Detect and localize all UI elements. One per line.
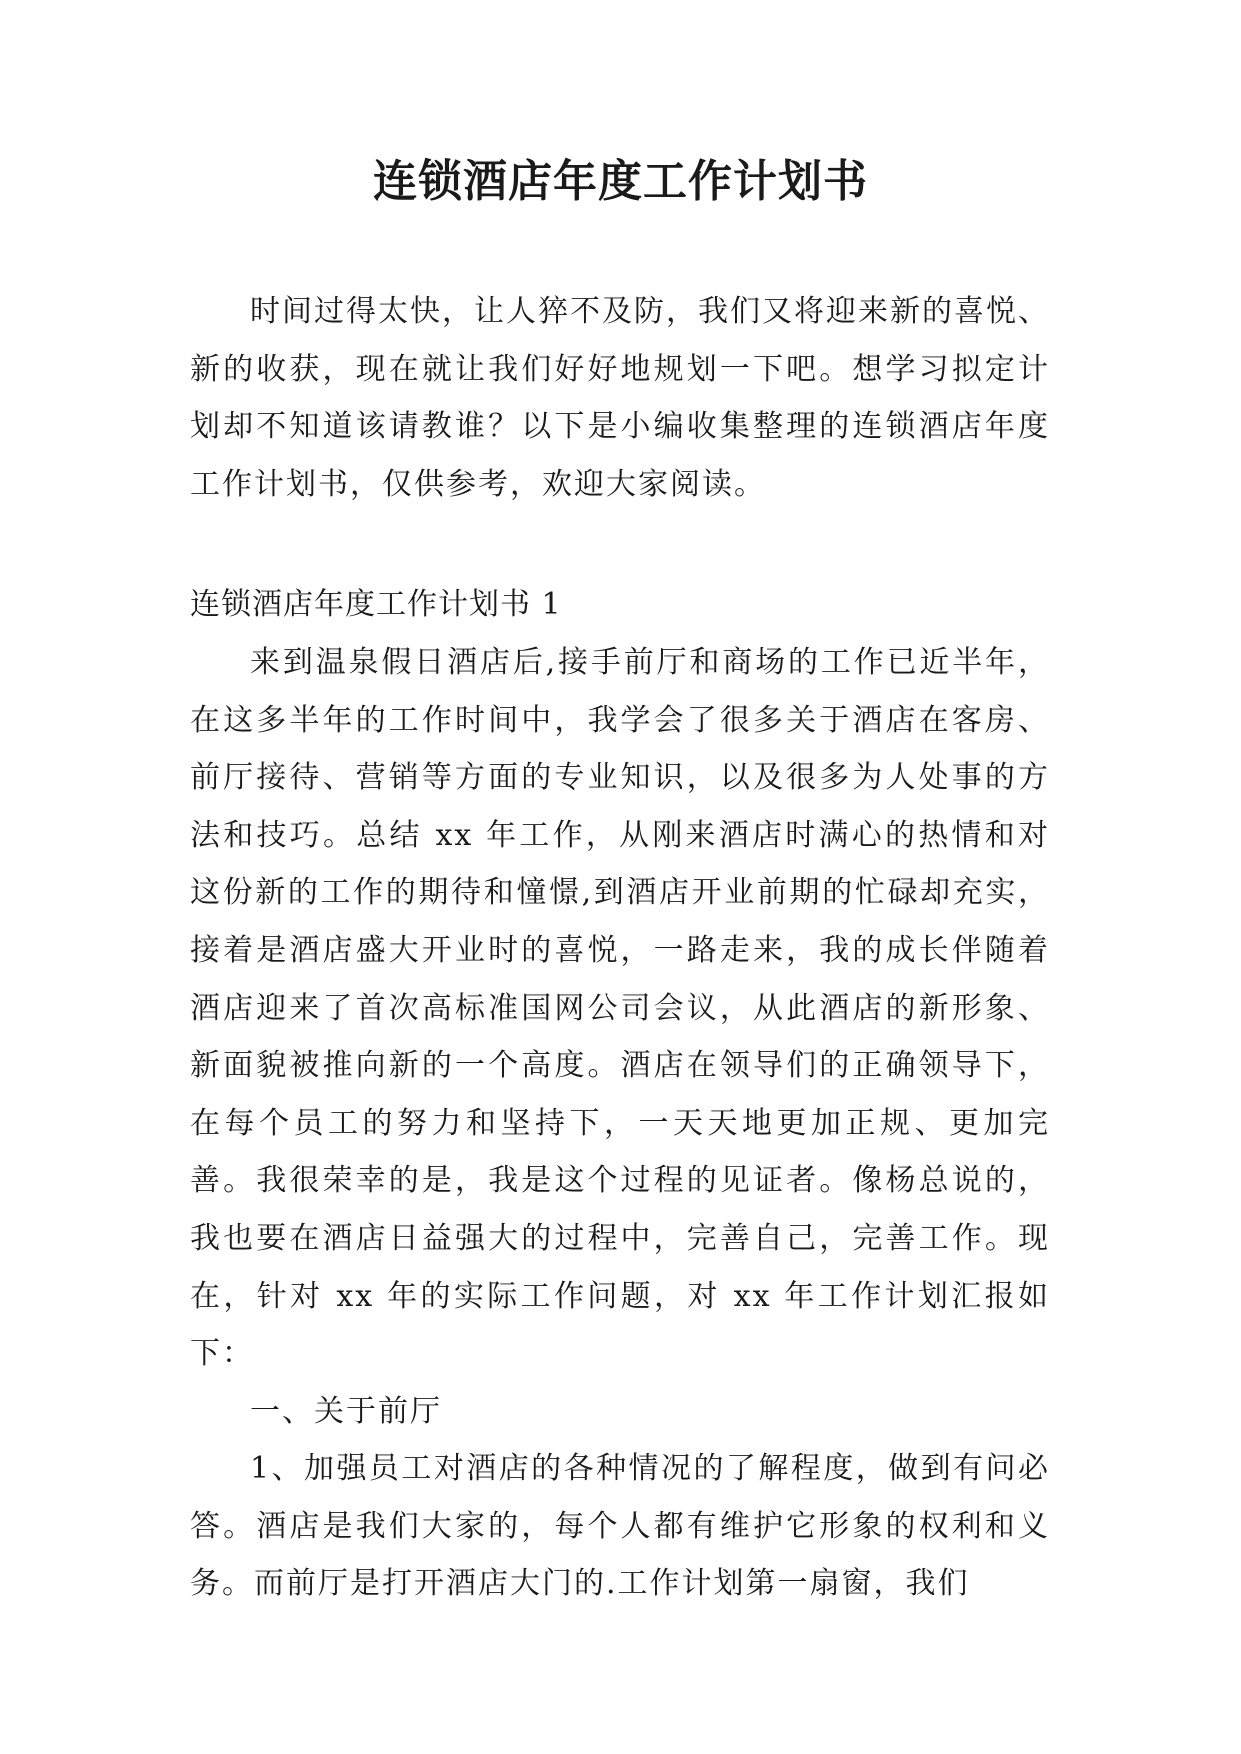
- document-body: [190, 283, 1050, 1613]
- spacer: [190, 513, 1050, 576]
- intro-paragraph: 时间过得太快，让人猝不及防，我们又将迎来新的喜悦、新的收获，现在就让我们好好地规划一下吧。想学习拟定计划却不知道该请教谁？以下是小编收集整理的连锁酒店年度工作计划书，仅供参考，欢迎大家阅读。: [190, 294, 1050, 502]
- document-title: 连锁酒店年度工作计划书: [373, 156, 868, 207]
- list-item-paragraph: 1、加强员工对酒店的各种情况的了解程度，做到有问必答。酒店是我们大家的，每个人都有维护它形象的权利和义务。而前厅是打开酒店大门的.工作计划第一扇窗，我们: [190, 1451, 1050, 1602]
- section-heading: 连锁酒店年度工作计划书 1: [190, 587, 562, 623]
- subsection-heading: 一、关于前厅: [250, 1393, 442, 1429]
- body-paragraph: 来到温泉假日酒店后,接手前厅和商场的工作已近半年，在这多半年的工作时间中，我学会了很多关于酒店在客房、前厅接待、营销等方面的专业知识，以及很多为人处事的方法和技巧。总结 xx 年工作，从刚来酒店时满心的热情和对这份新的工作的期待和憧憬,到酒店开业前期的忙碌却充实，接着是酒店盛大开业时的喜悦，一路走来，我的成长伴随着酒店迎来了首次高标准国网公司会议，从此酒店的新形象、新面貌被推向新的一个高度。酒店在领导们的正确领导下，在每个员工的努力和坚持下，一天天地更加正规、更加完善。我很荣幸的是，我是这个过程的见证者。像杨总说的，我也要在酒店日益强大的过程中，完善自己，完善工作。现在，针对 xx 年的实际工作问题，对 xx 年工作计划汇报如下：: [190, 644, 1050, 1372]
